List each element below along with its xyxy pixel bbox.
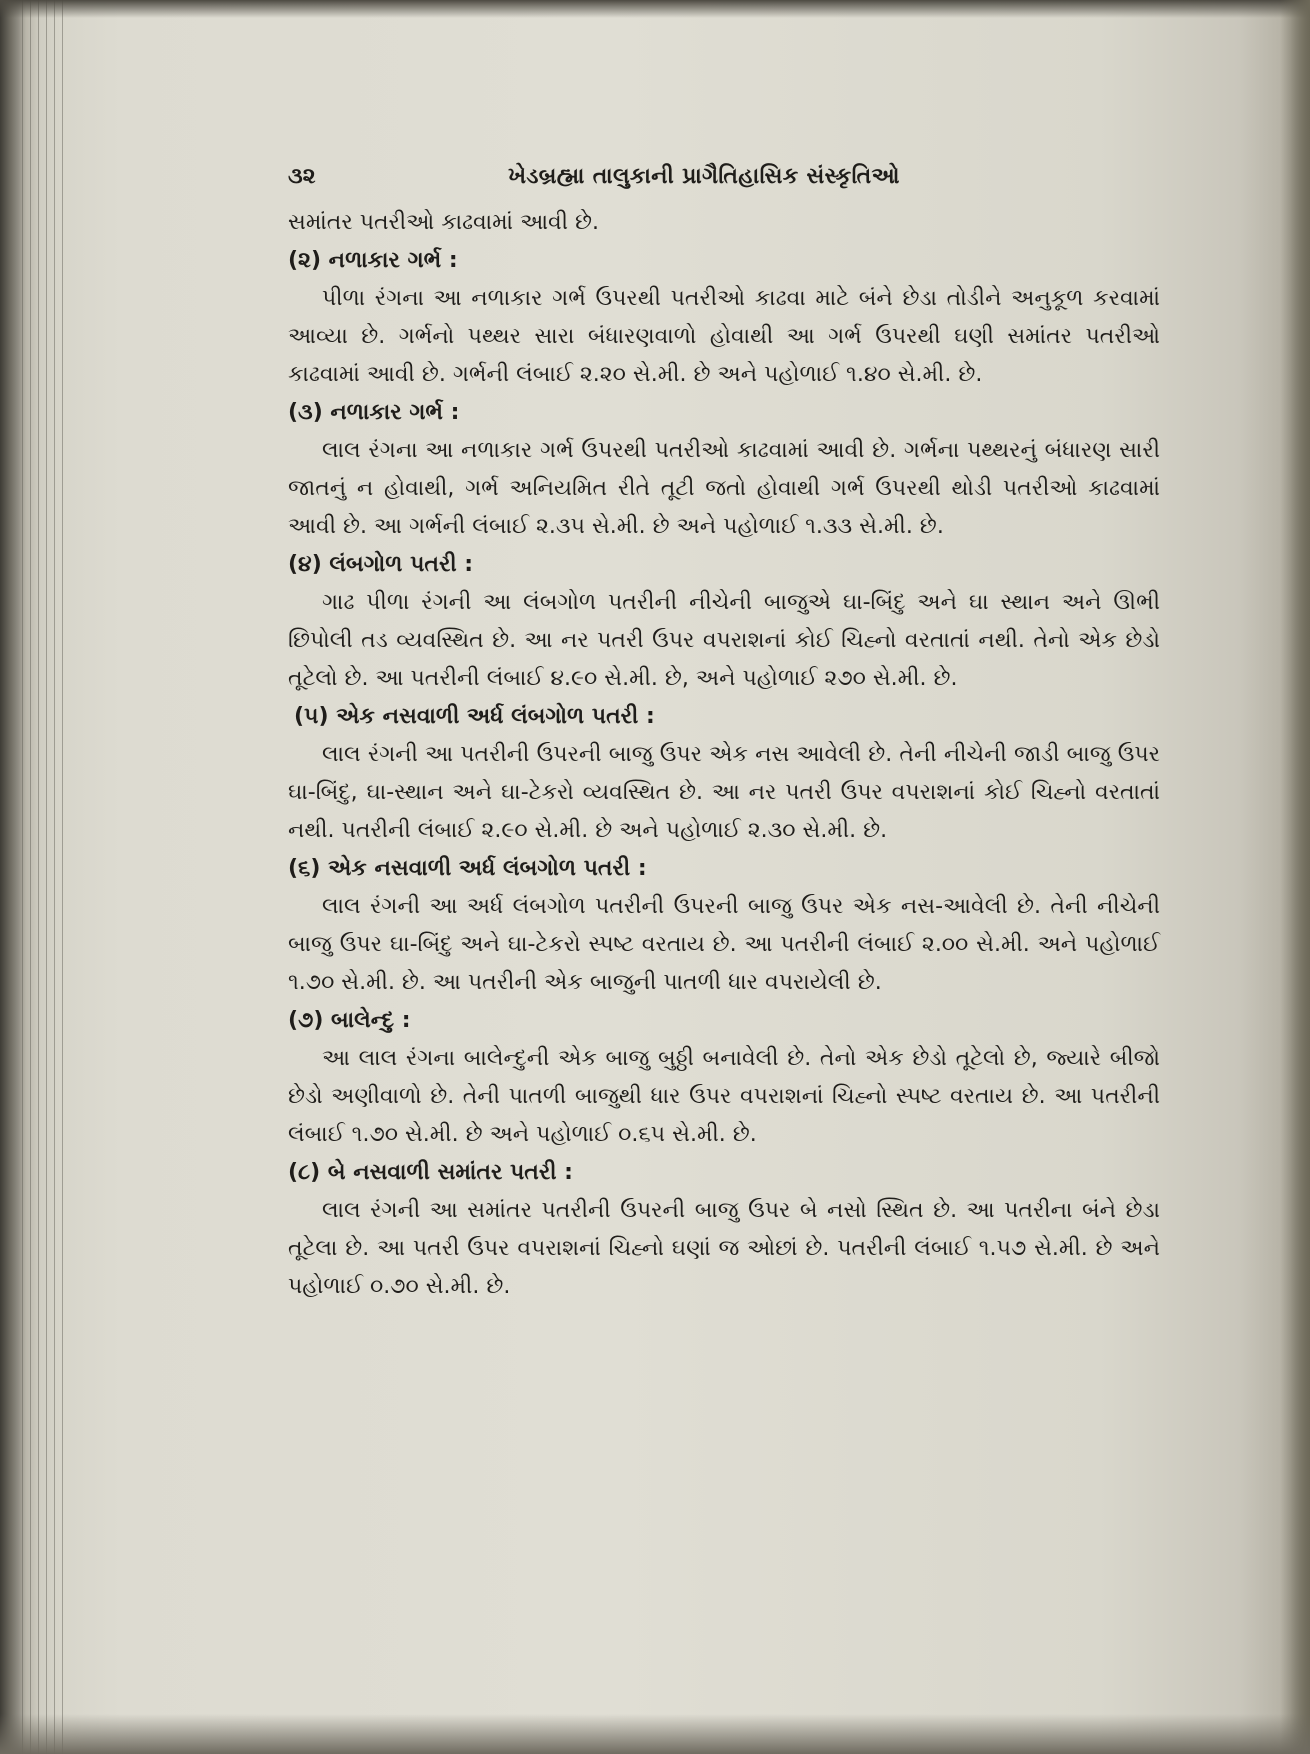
section-paragraph: ગાઢ પીળા રંગની આ લંબગોળ પતરીની નીચેની બાજુએ ઘા-બિંદુ અને ઘા સ્થાન અને ઊભી છિપોલી તડ વ્યવસ્થિત છે. આ નર પતરી ઉપર વપરાશનાં કોઈ ચિહ્નો વરતાતાં નથી. તેનો એક છેડો તૂટેલો છે. આ પતરીની લંબાઈ ૪.૯૦ સે.મી. છે, અને પહોળાઈ ૨૭૦ સે.મી. છે. — [288, 590, 1160, 691]
section-2 — [288, 242, 1160, 394]
section-4 — [288, 546, 1160, 698]
top-shadow — [0, 0, 1310, 18]
page-edge — [62, 0, 63, 1754]
section-paragraph: લાલ રંગની આ પતરીની ઉપરની બાજુ ઉપર એક નસ આવેલી છે. તેની નીચેની જાડી બાજુ ઉપર ઘા-બિંદુ, ઘા-સ્થાન અને ઘા-ટેકરો વ્યવસ્થિત છે. આ નર પતરી ઉપર વપરાશનાં કોઈ ચિહ્નો વરતાતાં નથી. પતરીની લંબાઈ ૨.૯૦ સે.મી. છે અને પહોળાઈ ૨.૩૦ સે.મી. છે. — [288, 742, 1160, 843]
section-8 — [288, 1154, 1160, 1306]
section-heading: (૫) એક નસવાળી અર્ધ લંબગોળ પતરી : — [294, 704, 655, 729]
section-paragraph: લાલ રંગની આ અર્ધ લંબગોળ પતરીની ઉપરની બાજુ ઉપર એક નસ-આવેલી છે. તેની નીચેની બાજુ ઉપર ઘા-બિંદુ અને ઘા-ટેકરો સ્પષ્ટ વરતાય છે. આ પતરીની લંબાઈ ૨.૦૦ સે.મી. અને પહોળાઈ ૧.૭૦ સે.મી. છે. આ પતરીની એક બાજુની પાતળી ધાર વપરાયેલી છે. — [288, 894, 1160, 995]
section-heading: (૭) બાલેન્દુ : — [288, 1008, 411, 1033]
page-header — [288, 160, 1160, 204]
page-edge — [30, 0, 31, 1754]
running-title: ખેડબ્રહ્મા તાલુકાની પ્રાગૈતિહાસિક સંસ્કૃતિઓ — [508, 164, 900, 189]
section-5 — [288, 698, 1160, 850]
section-paragraph: લાલ રંગના આ નળાકાર ગર્ભ ઉપરથી પતરીઓ કાઢવામાં આવી છે. ગર્ભના પથ્થરનું બંધારણ સારી જાતનું ન હોવાથી, ગર્ભ અનિયમિત રીતે તૂટી જતો હોવાથી ગર્ભ ઉપરથી થોડી પતરીઓ કાઢવામાં આવી છે. આ ગર્ભની લંબાઈ ૨.૩૫ સે.મી. છે અને પહોળાઈ ૧.૩૩ સે.મી. છે. — [288, 438, 1160, 539]
page-edge — [22, 0, 23, 1754]
section-paragraph: આ લાલ રંગના બાલેન્દુની એક બાજુ બુઠ્ઠી બનાવેલી છે. તેનો એક છેડો તૂટેલો છે, જ્યારે બીજો છેડો અણીવાળો છે. તેની પાતળી બાજુથી ધાર ઉપર વપરાશનાં ચિહ્નો સ્પષ્ટ વરતાય છે. આ પતરીની લંબાઈ ૧.૭૦ સે.મી. છે અને પહોળાઈ ૦.૬૫ સે.મી. છે. — [288, 1046, 1160, 1147]
section-heading: (૨) નળાકાર ગર્ભ : — [288, 248, 458, 273]
section-heading: (૮) બે નસવાળી સમાંતર પતરી : — [288, 1160, 573, 1185]
page-edge — [46, 0, 47, 1754]
page-edge — [54, 0, 55, 1754]
section-paragraph: પીળા રંગના આ નળાકાર ગર્ભ ઉપરથી પતરીઓ કાઢવા માટે બંને છેડા તોડીને અનુકૂળ કરવામાં આવ્યા છે. ગર્ભનો પથ્થર સારા બંધારણવાળો હોવાથી આ ગર્ભ ઉપરથી ઘણી સમાંતર પતરીઓ કાઢવામાં આવી છે. ગર્ભની લંબાઈ ૨.૨૦ સે.મી. છે અને પહોળાઈ ૧.૪૦ સે.મી. છે. — [288, 286, 1160, 387]
page-edge — [38, 0, 39, 1754]
section-heading: (૬) એક નસવાળી અર્ધ લંબગોળ પતરી : — [288, 856, 647, 881]
section-3 — [288, 394, 1160, 546]
book-page — [288, 160, 1160, 1306]
section-heading: (૩) નળાકાર ગર્ભ : — [288, 400, 460, 425]
page-number: ૩૨ — [288, 164, 316, 189]
right-shadow — [1280, 0, 1310, 1754]
section-7 — [288, 1002, 1160, 1154]
section-heading: (૪) લંબગોળ પતરી : — [288, 552, 474, 577]
section-6 — [288, 850, 1160, 1002]
bottom-shadow — [0, 1714, 1310, 1754]
opening-line: સમાંતર પતરીઓ કાઢવામાં આવી છે. — [288, 210, 600, 235]
section-paragraph: લાલ રંગની આ સમાંતર પતરીની ઉપરની બાજુ ઉપર બે નસો સ્થિત છે. આ પતરીના બંને છેડા તૂટેલા છે. આ પતરી ઉપર વપરાશનાં ચિહ્નો ઘણાં જ ઓછાં છે. પતરીની લંબાઈ ૧.૫૭ સે.મી. છે અને પહોળાઈ ૦.૭૦ સે.મી. છે. — [288, 1198, 1160, 1299]
